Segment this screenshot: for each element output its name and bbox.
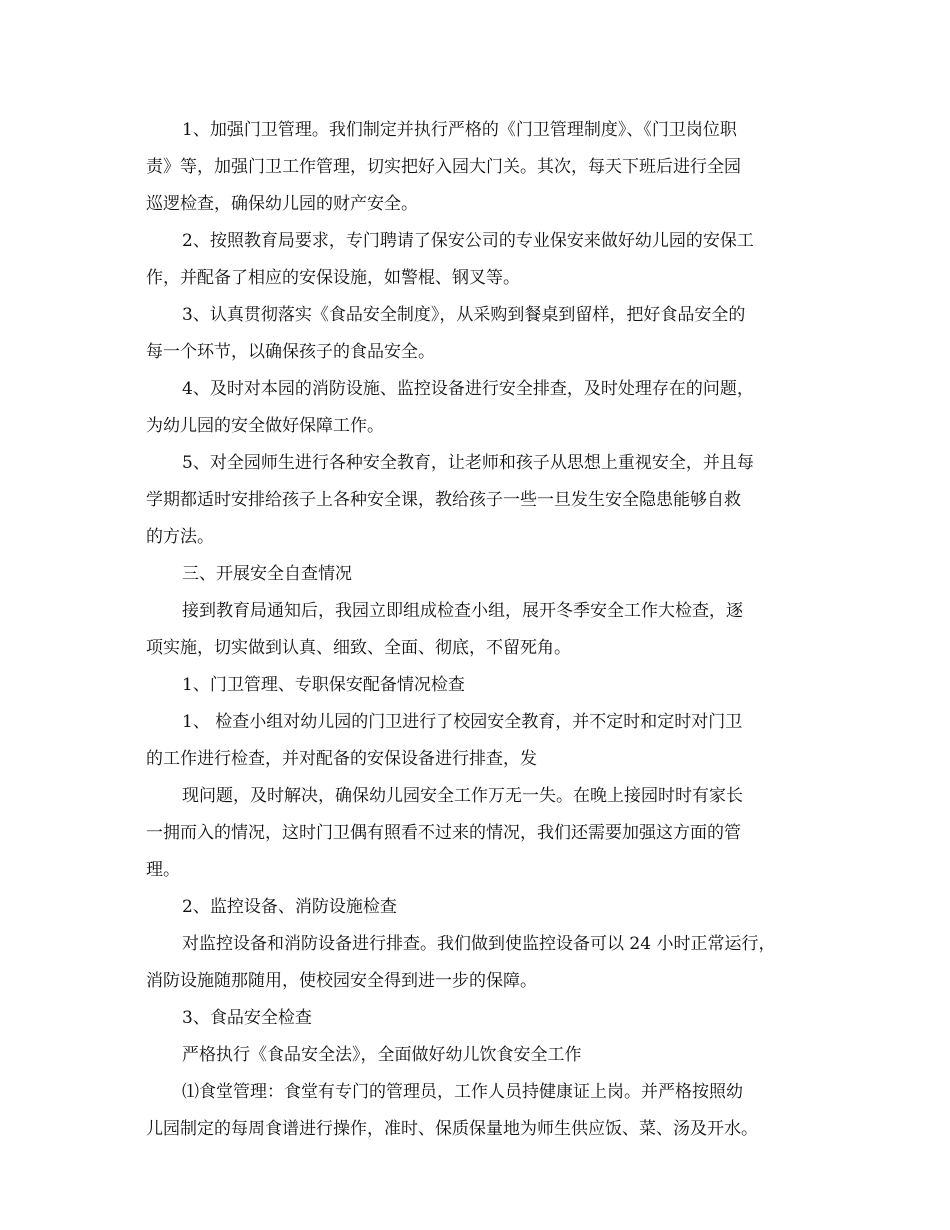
text-line: 每一个环节，以确保孩子的食品安全。 [146, 342, 435, 362]
text-line: 责》等，加强门卫工作管理，切实把好入园大门关。其次，每天下班后进行全园 [146, 157, 741, 177]
subsection-heading: 3、食品安全检查 [182, 1008, 312, 1028]
text-line: 3、认真贯彻落实《食品安全制度》，从采购到餐桌到留样，把好食品安全的 [182, 305, 746, 325]
text-line: 作，并配备了相应的安保设施，如警棍、钢叉等。 [146, 268, 520, 288]
section-heading: 三、开展安全自查情况 [182, 564, 352, 584]
text-line: 的方法。 [146, 527, 214, 547]
text-line: 学期都适时安排给孩子上各种安全课，教给孩子一些一旦发生安全隐患能够自救 [146, 490, 741, 510]
subsection-heading: 2、监控设备、消防设施检查 [182, 897, 397, 917]
text-line: 5、对全园师生进行各种安全教育，让老师和孩子从思想上重视安全，并且每 [182, 453, 754, 473]
text-line: 接到教育局通知后，我园立即组成检查小组，展开冬季安全工作大检查，逐 [182, 601, 743, 621]
text-line: 消防设施随那随用，使校园安全得到进一步的保障。 [146, 971, 537, 991]
text-line: 巡逻检查，确保幼儿园的财产安全。 [146, 194, 418, 214]
text-line: 一拥而入的情况，这时门卫偶有照看不过来的情况，我们还需要加强这方面的管 [146, 823, 741, 843]
text-line: 儿园制定的每周食谱进行操作，准时、保质保量地为师生供应饭、菜、汤及开水。 [146, 1119, 758, 1139]
text-line: 现问题，及时解决，确保幼儿园安全工作万无一失。在晚上接园时时有家长 [182, 786, 743, 806]
text-line: 的工作进行检查，并对配备的安保设备进行排查，发 [146, 749, 537, 769]
text-line: 对监控设备和消防设备进行排查。我们做到使监控设备可以 24 小时正常运行， [182, 934, 776, 954]
text-line: 严格执行《食品安全法》，全面做好幼儿饮食安全工作 [182, 1045, 582, 1065]
text-line: 1、加强门卫管理。我们制定并执行严格的《门卫管理制度》、《门卫岗位职 [182, 120, 737, 140]
text-line: 为幼儿园的安全做好保障工作。 [146, 416, 384, 436]
text-line: 理。 [146, 860, 180, 880]
text-line: 4、及时对本园的消防设施、监控设备进行安全排查，及时处理存在的问题， [182, 379, 754, 399]
text-line: 1、 检查小组对幼儿园的门卫进行了校园安全教育，并不定时和定时对门卫 [182, 712, 743, 732]
text-line: 项实施，切实做到认真、细致、全面、彻底，不留死角。 [146, 638, 571, 658]
text-line: 2、按照教育局要求，专门聘请了保安公司的专业保安来做好幼儿园的安保工 [182, 231, 754, 251]
subsection-heading: 1、门卫管理、专职保安配备情况检查 [182, 675, 465, 695]
text-line: ⑴食堂管理：食堂有专门的管理员，工作人员持健康证上岗。并严格按照幼 [182, 1082, 743, 1102]
